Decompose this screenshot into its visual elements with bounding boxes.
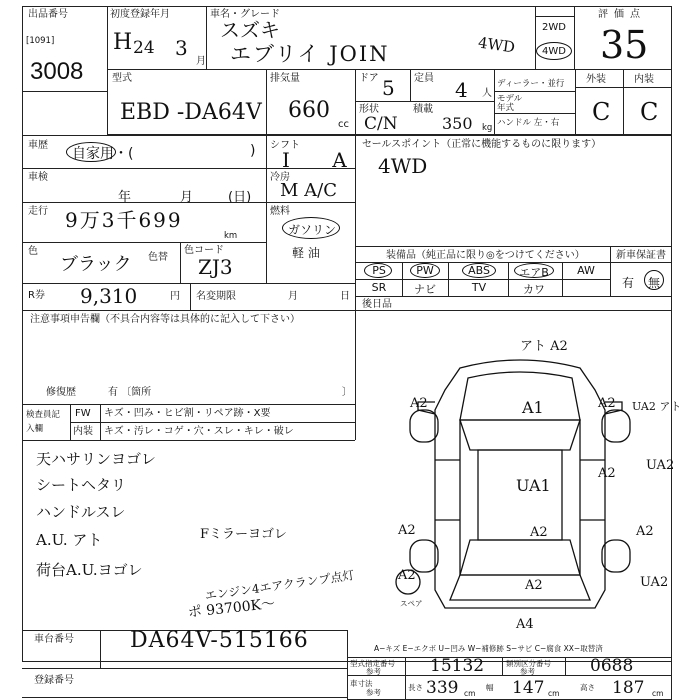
type-designation-label: 型式指定番号: [350, 659, 395, 668]
color-code-label: 色コード: [184, 245, 224, 256]
dealer-label: ディーラー・並行: [497, 79, 565, 89]
class-value: 0688: [590, 656, 634, 676]
exterior-label: 外装: [586, 74, 606, 85]
remarks-label: 後日品: [362, 299, 392, 310]
color-label: 色: [28, 246, 38, 257]
doors-value: 5: [382, 76, 395, 100]
displacement-value: 660: [288, 98, 330, 123]
mileage-value: 9万3千699: [65, 208, 183, 232]
sales-point-label: セールスポイント（正常に機能するものに限ります）: [362, 139, 602, 150]
note-5: 荷台A.U.ヨゴレ: [36, 561, 143, 579]
maker-name: スズキ: [220, 18, 280, 42]
dmg-label-12: A2: [398, 568, 416, 583]
dmg-label-10: A2: [636, 524, 654, 539]
model-name: エブリイ JOIN: [230, 42, 390, 66]
equip-pw: PW: [416, 264, 434, 277]
note-4: A.U. アト: [36, 531, 103, 549]
first-reg-label: 初度登録年月: [110, 9, 170, 20]
history-label: 車歴: [28, 140, 48, 151]
dmg-label-7: UA2: [646, 458, 675, 473]
displacement-label: 排気量: [270, 73, 300, 84]
dmg-label-1: A2: [410, 396, 428, 411]
history-close: ): [250, 143, 256, 159]
doors-label: ドア: [359, 73, 379, 84]
fw-items: キズ・凹み・ヒビ割・リペア跡・X要: [104, 408, 271, 419]
interior-row-label: 内装: [73, 426, 93, 437]
ac-value: M A/C: [280, 180, 337, 201]
recycle-unit: 円: [170, 291, 180, 302]
warranty-yes: 有: [622, 276, 635, 290]
height-unit: cm: [652, 689, 664, 698]
fuel-kerosene: 軽 油: [292, 246, 320, 260]
reg-label: 登録番号: [34, 675, 74, 686]
load-label: 積載: [413, 104, 433, 115]
type-value: EBD -DA64V: [120, 100, 262, 125]
dmg-label-11: UA2: [640, 575, 669, 590]
interior-label: 内装: [634, 74, 654, 85]
equip-aw: AW: [577, 264, 595, 277]
equip-sr: SR: [371, 281, 387, 294]
dmg-label-5: A2: [598, 466, 616, 481]
equipment-label: 装備品（純正品に限り◎をつけてください）: [386, 250, 585, 261]
repaint-label: 色替: [148, 252, 168, 263]
handle-label: ハンドル 左・右: [497, 118, 560, 128]
spare-label: スペア: [400, 599, 423, 608]
load-unit: kg: [482, 123, 493, 133]
note-7: エンジン4エアクランプ点灯: [204, 568, 356, 603]
class-label: 類別区分番号: [506, 659, 551, 668]
equip-kawa: カワ: [523, 283, 545, 296]
capacity-value: 4: [455, 78, 468, 102]
dmg-label-2: A1: [522, 398, 544, 417]
shift-label: シフト: [270, 140, 300, 151]
width-value: 147: [512, 678, 545, 698]
dmg-label-9: A2: [530, 525, 548, 540]
ac-label: 冷房: [270, 172, 290, 183]
note-1: 天ハサリンヨゴレ: [36, 450, 157, 468]
repair-value: 有 〔箇所: [108, 387, 152, 398]
sales-point-value: 4WD: [378, 154, 428, 178]
score-label: 評価点: [598, 9, 646, 20]
interior-items: キズ・汚レ・コゲ・穴・スレ・キレ・破レ: [104, 426, 294, 437]
mileage-label: 走行: [28, 206, 48, 217]
repair-close: 〕: [342, 387, 352, 398]
damage-legend: A−キズ E−エクボ U−凹み W−補修跡 S−サビ C−腐食 XX−取替済: [374, 644, 603, 653]
exterior-value: C: [592, 98, 611, 126]
note-2: シートヘタリ: [36, 476, 127, 494]
shape-label: 形状: [359, 104, 379, 115]
reference-label-2: 参考: [520, 667, 535, 676]
drive-2wd: 2WD: [542, 22, 566, 33]
lot-small: [1091]: [26, 36, 55, 46]
height-value: 187: [612, 678, 645, 698]
dmg-label-6: UA1: [516, 476, 551, 495]
recycle-value: 9,310: [80, 284, 138, 308]
repair-label: 修復歴: [46, 387, 76, 398]
inspection-month: 月: [180, 190, 194, 205]
height-label: 高さ: [580, 683, 595, 692]
capacity-unit: 人: [482, 88, 492, 99]
equip-abs: ABS: [468, 264, 490, 277]
dmg-label-14: A4: [516, 617, 534, 632]
score-value: 35: [600, 23, 649, 67]
dmg-label-8: A2: [398, 523, 416, 538]
chassis-value: DA64V-515166: [130, 628, 309, 653]
shape-value: C/N: [364, 114, 398, 134]
interior-value: C: [640, 98, 659, 126]
dims-label: 車寸法: [350, 679, 373, 688]
drive-4wd: 4WD: [542, 46, 566, 57]
dmg-label-4: UA2 アト: [632, 400, 682, 413]
attention-label: 注意事項申告欄（不具合内容等は具体的に記入して下さい）: [30, 314, 300, 325]
equip-navi: ナビ: [414, 283, 436, 296]
note-8: ポ 93700K〜: [187, 595, 276, 621]
dmg-top-label: アト A2: [520, 339, 568, 354]
recycle-label: R券: [28, 290, 45, 301]
inspector-label: 検査員記入欄: [26, 410, 61, 434]
inspection-year: 年: [118, 190, 132, 205]
inspection-day: (日): [228, 190, 252, 205]
load-value: 350: [442, 114, 473, 133]
equip-tv: TV: [471, 281, 487, 294]
width-label: 幅: [486, 683, 494, 692]
registration-month: 月: [288, 291, 298, 302]
equip-ps: PS: [372, 264, 386, 277]
length-label: 長さ: [408, 683, 423, 692]
registration-day: 日: [340, 291, 350, 302]
registration-label: 名変期限: [196, 291, 236, 302]
fw-label: FW: [75, 408, 91, 419]
length-unit: cm: [464, 689, 476, 698]
lot-label: 出品番号: [28, 9, 68, 20]
warranty-no: 無: [648, 276, 661, 290]
first-reg-month: 3: [175, 36, 188, 60]
fuel-gasoline: ガソリン: [288, 223, 337, 237]
lot-number: 3008: [30, 58, 84, 85]
width-unit: cm: [548, 689, 560, 698]
equip-airbag: エアB: [519, 266, 549, 279]
chassis-label: 車台番号: [34, 634, 74, 645]
inspection-label: 車検: [28, 172, 48, 183]
color-code-value: ZJ3: [198, 255, 233, 279]
type-label: 型式: [112, 73, 132, 84]
history-value: 自家用・(: [72, 146, 134, 162]
warranty-label: 新車保証書: [616, 250, 666, 261]
first-reg-month-unit: 月: [196, 56, 206, 67]
dmg-label-3: A2: [598, 396, 616, 411]
mileage-unit: km: [224, 231, 238, 241]
note-6: Fミラーヨゴレ: [200, 527, 288, 542]
capacity-label: 定員: [414, 73, 434, 84]
name-label: 車名・グレード: [210, 9, 280, 20]
dmg-label-13: A2: [525, 578, 543, 593]
displacement-unit: cc: [338, 119, 349, 130]
note-3: ハンドルスレ: [36, 503, 126, 521]
first-reg-era: H: [113, 30, 133, 55]
color-value: ブラック: [60, 254, 132, 275]
type-designation-value: 15132: [430, 656, 485, 676]
shift-value: I A: [282, 148, 365, 172]
drive-handwritten: 4WD: [476, 33, 517, 57]
reference-label-3: 参考: [366, 688, 381, 697]
length-value: 339: [426, 678, 459, 698]
first-reg-year: 24: [133, 38, 155, 58]
fuel-label: 燃料: [270, 206, 290, 217]
reference-label-1: 参考: [366, 667, 381, 676]
model-year-label: モデル年式: [497, 94, 523, 113]
